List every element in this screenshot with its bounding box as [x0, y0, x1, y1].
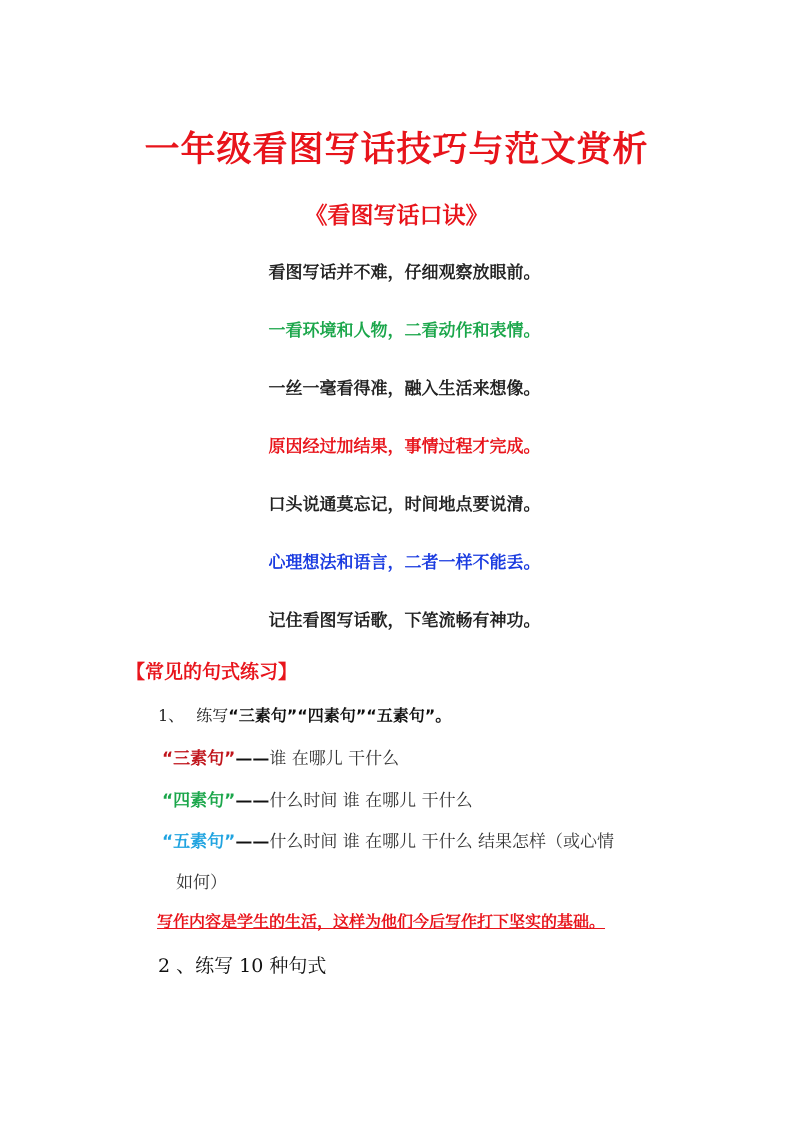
poem-line-1: 看图写话并不难，仔细观察放眼前。	[268, 263, 541, 283]
poem-subtitle: 《看图写话口诀》	[304, 203, 489, 229]
section-heading: 【常见的句式练习】	[126, 661, 298, 683]
pattern-desc: 什么时间 谁 在哪儿 干什么 结果怎样（或心情	[269, 832, 614, 852]
pattern-five-continuation: 如何）	[176, 873, 227, 893]
list-item-2: 2 、练写 10 种句式	[158, 955, 327, 977]
poem-line-3: 一丝一毫看得准，融入生活来想像。	[268, 379, 541, 399]
poem-line-7: 记住看图写话歌，下笔流畅有神功。	[268, 611, 541, 631]
pattern-term: “四素句”	[162, 791, 236, 811]
poem-line-6: 心理想法和语言，二者一样不能丢。	[268, 553, 541, 573]
pattern-term: “五素句”	[162, 832, 236, 852]
poem-line-2: 一看环境和人物，二看动作和表情。	[268, 321, 541, 341]
pattern-desc: 谁 在哪儿 干什么	[269, 749, 400, 769]
document-title: 一年级看图写话技巧与范文赏析	[144, 130, 649, 170]
pattern-dash: ——	[235, 749, 270, 769]
pattern-dash: ——	[235, 791, 270, 811]
poem-line-5: 口头说通莫忘记，时间地点要说清。	[268, 495, 541, 515]
list-item-1	[158, 703, 451, 726]
poem-line-4: 原因经过加结果，事情过程才完成。	[268, 437, 541, 457]
pattern-term: “三素句”	[162, 749, 236, 769]
item-number: 1、	[158, 706, 185, 725]
item-terms: “三素句”“四素句”“五素句”。	[228, 706, 452, 725]
pattern-four-element	[162, 786, 473, 811]
pattern-five-element	[162, 827, 614, 852]
item-label: 练写	[196, 706, 229, 725]
highlight-note: 写作内容是学生的生活，这样为他们今后写作打下坚实的基础。	[157, 912, 606, 931]
pattern-dash: ——	[235, 832, 270, 852]
pattern-desc: 什么时间 谁 在哪儿 干什么	[269, 791, 473, 811]
pattern-three-element	[162, 744, 399, 769]
